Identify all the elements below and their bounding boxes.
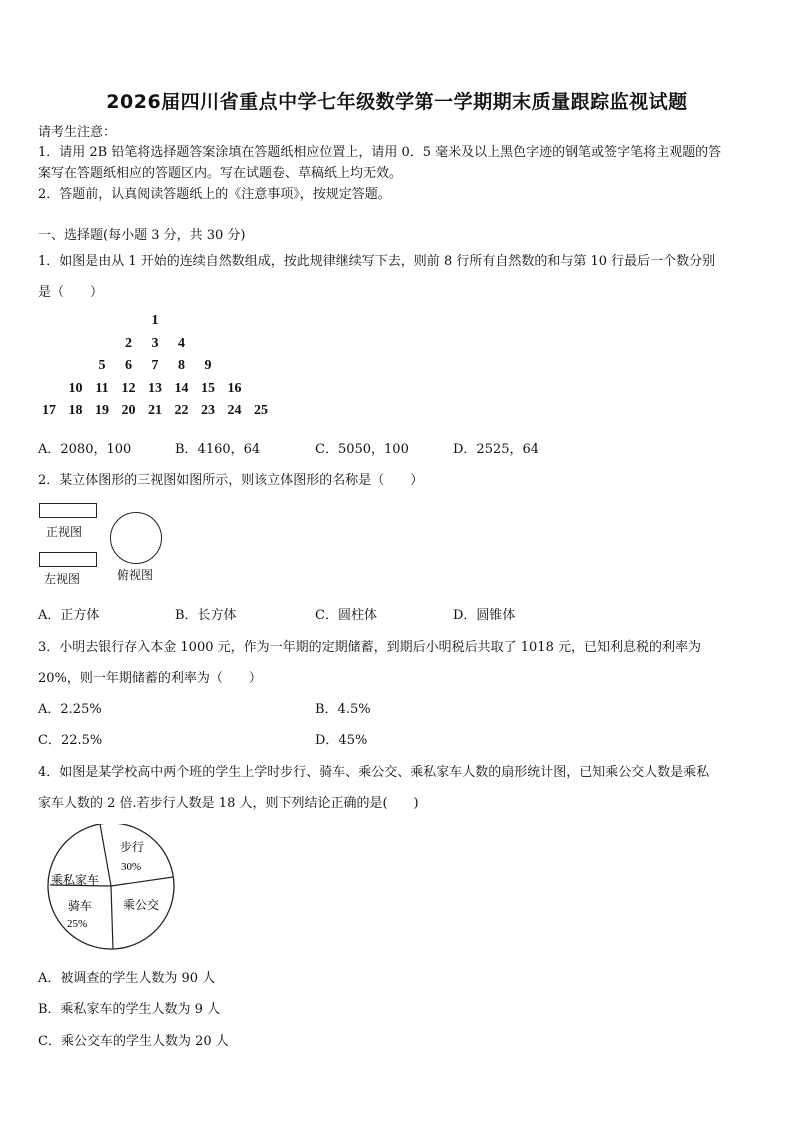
q1-option-d[interactable]: D．2525，64	[453, 442, 540, 457]
q3-option-a[interactable]: A．2.25%	[38, 702, 102, 717]
q4-stem-line-1: 4．如图是某学校高中两个班的学生上学时步行、骑车、乘公交、乘私家车人数的扇形统计图，已知乘公交人数是乘私	[38, 765, 710, 780]
q4-option-a[interactable]: A．被调查的学生人数为 90 人	[38, 971, 216, 986]
triangle-number: 1	[151, 313, 159, 328]
triangle-number: 25	[254, 403, 268, 418]
triangle-number: 6	[125, 358, 132, 373]
top-view-label: 俯视图	[117, 568, 154, 582]
pie-chart	[40, 824, 180, 954]
q2-option-a[interactable]: A．正方体	[38, 608, 100, 623]
triangle-number: 17	[42, 403, 56, 418]
q1-option-a[interactable]: A．2080，100	[38, 442, 132, 457]
q4-option-b[interactable]: B．乘私家车的学生人数为 9 人	[38, 1002, 221, 1017]
q2-option-c[interactable]: C．圆柱体	[315, 608, 377, 623]
page-title: 2026届四川省重点中学七年级数学第一学期期末质量跟踪监视试题	[106, 91, 688, 113]
q3-option-b[interactable]: B．4.5%	[315, 702, 371, 717]
front-view-rectangle	[39, 503, 97, 518]
triangle-number: 2	[125, 335, 132, 351]
pie-pct-bike: 25%	[67, 918, 88, 930]
triangle-number: 8	[178, 358, 185, 373]
notice-item-2: 2．答题前，认真阅读答题纸上的《注意事项》，按规定答题。	[38, 187, 391, 202]
pie-label-bus: 乘公交	[123, 898, 160, 912]
triangle-number: 15	[201, 380, 215, 396]
notice-heading: 请考生注意：	[38, 125, 117, 140]
top-view-circle	[110, 512, 162, 564]
q3-option-c[interactable]: C．22.5%	[38, 733, 103, 748]
triangle-number: 10	[68, 380, 83, 396]
q1-option-c[interactable]: C．5050，100	[315, 442, 409, 457]
pie-pct-walk: 30%	[121, 861, 142, 873]
q1-option-b[interactable]: B．4160，64	[175, 442, 261, 457]
q2-stem: 2．某立体图形的三视图如图所示，则该立体图形的名称是（ ）	[38, 473, 424, 488]
q2-option-b[interactable]: B．长方体	[175, 608, 237, 623]
pie-label-bike: 骑车	[68, 899, 93, 913]
triangle-number: 13	[148, 380, 162, 396]
pie-divider-walk-car	[100, 824, 111, 886]
triangle-number: 16	[227, 380, 242, 396]
triangle-number: 12	[121, 380, 136, 396]
front-view-label: 正视图	[46, 525, 83, 539]
triangle-number: 9	[204, 358, 212, 373]
triangle-number: 24	[227, 403, 242, 418]
q1-stem-line-2: 是（ ）	[38, 285, 104, 300]
pie-divider-walk-bus	[111, 877, 173, 886]
q1-stem-line-1: 1．如图是由从 1 开始的连续自然数组成，按此规律继续写下去，则前 8 行所有自然数的和与第 10 行最后一个数分别	[38, 254, 716, 269]
q3-stem-line-2: 20%，则一年期储蓄的利率为（ ）	[38, 671, 262, 686]
left-view-label: 左视图	[44, 572, 81, 586]
pie-divider-bus-bike	[111, 886, 113, 949]
triangle-number: 18	[68, 403, 83, 418]
triangle-number: 19	[95, 403, 109, 418]
pie-label-walk: 步行	[120, 840, 145, 854]
pie-label-car: 乘私家车	[51, 873, 100, 887]
triangle-number: 7	[151, 358, 159, 373]
q4-option-c[interactable]: C．乘公交车的学生人数为 20 人	[38, 1034, 229, 1049]
q3-stem-line-1: 3．小明去银行存入本金 1000 元，作为一年期的定期储蓄，到期后小明税后共取了 1018 元，已知利息税的利率为	[38, 640, 701, 655]
left-view-rectangle	[39, 552, 97, 567]
triangle-number: 11	[95, 380, 109, 396]
q3-option-d[interactable]: D．45%	[315, 733, 368, 748]
section-heading: 一、选择题(每小题 3 分，共 30 分)	[38, 228, 246, 243]
q2-option-d[interactable]: D．圆锥体	[453, 608, 516, 623]
triangle-number: 14	[174, 380, 189, 396]
triangle-number: 20	[121, 403, 136, 418]
q4-stem-line-2: 家车人数的 2 倍.若步行人数是 18 人，则下列结论正确的是( )	[38, 796, 419, 811]
triangle-number: 21	[148, 403, 162, 418]
notice-item-1-line-2: 案写在答题纸相应的答题区内。写在试题卷、草稿纸上均无效。	[38, 166, 403, 181]
triangle-number: 4	[178, 335, 185, 351]
triangle-number: 23	[201, 403, 215, 418]
triangle-number: 5	[98, 358, 106, 373]
notice-item-1-line-1: 1．请用 2B 铅笔将选择题答案涂填在答题纸相应位置上，请用 0．5 毫米及以上黑色字迹的钢笔或签字笔将主观题的答	[38, 145, 722, 160]
triangle-number: 3	[151, 335, 159, 351]
triangle-number: 22	[174, 403, 189, 418]
